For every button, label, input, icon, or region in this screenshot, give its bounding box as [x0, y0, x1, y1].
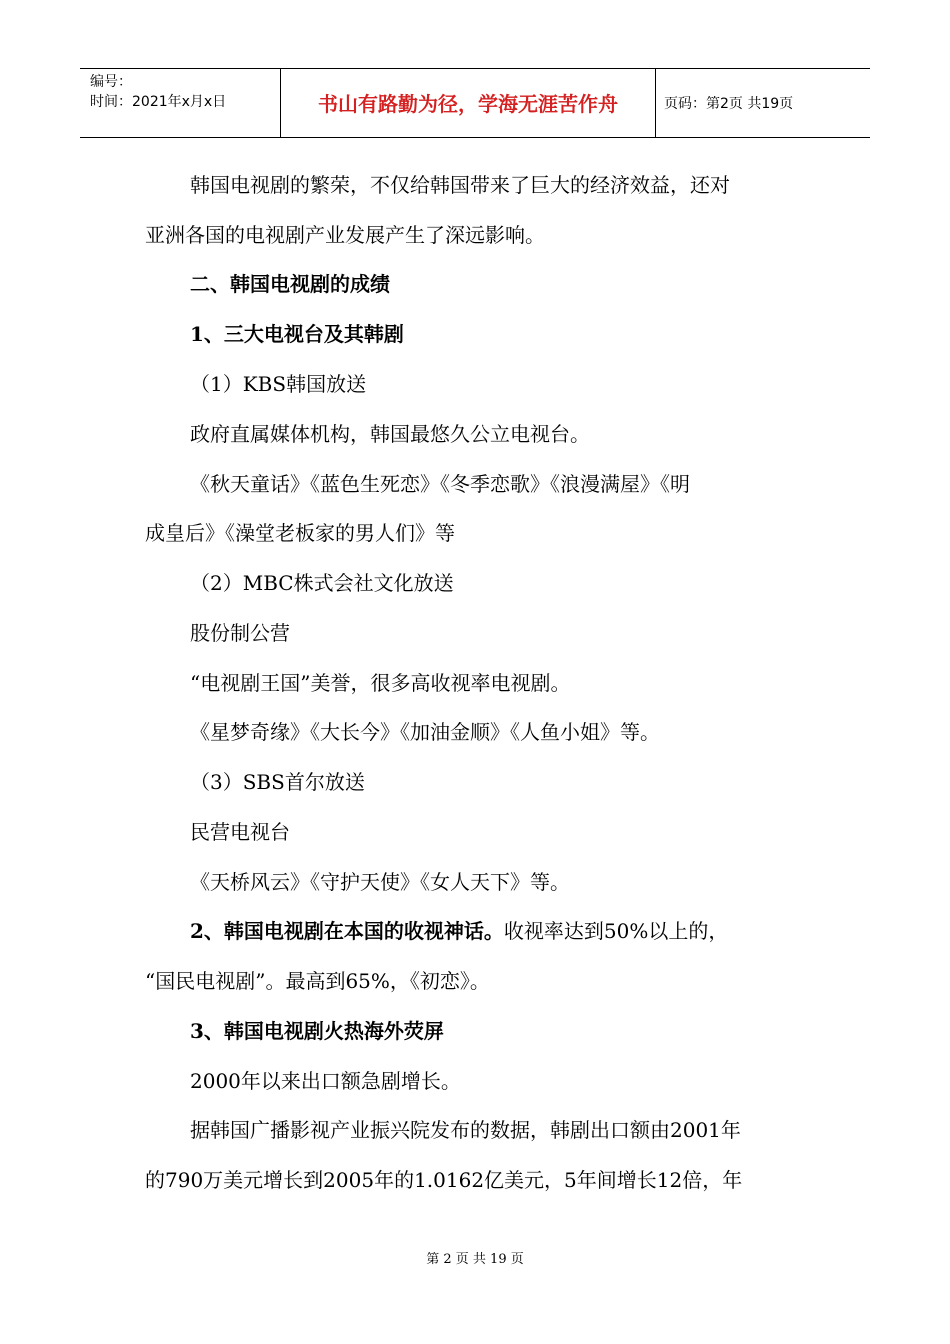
- sbs-description: 民营电视台: [190, 820, 290, 844]
- mbc-description-2: “电视剧王国”美誉，很多高收视率电视剧。: [190, 671, 571, 695]
- header-table: [80, 68, 870, 138]
- subsection-heading-3: 3、韩国电视剧火热海外荧屏: [190, 1019, 444, 1043]
- paragraph-data-line1: 据韩国广播影视产业振兴院发布的数据，韩剧出口额由2001年: [190, 1118, 741, 1142]
- mbc-description-1: 股份制公营: [190, 621, 290, 645]
- sbs-heading: （3）SBS首尔放送: [190, 770, 365, 794]
- subsection-heading-1: 1、三大电视台及其韩剧: [190, 322, 404, 346]
- subsection-heading-2-bold: 2、韩国电视剧在本国的收视神话。: [190, 919, 504, 943]
- page-indicator: 页码：第2页 共19页: [664, 96, 794, 112]
- mbc-heading: （2）MBC株式会社文化放送: [190, 571, 454, 595]
- document-number: 编号：: [90, 74, 132, 90]
- kbs-description: 政府直属媒体机构，韩国最悠久公立电视台。: [190, 422, 590, 446]
- document-date: 时间：2021年x月x日: [90, 94, 227, 110]
- header-center-cell: [280, 69, 656, 137]
- kbs-shows-line2: 成皇后》《澡堂老板家的男人们》等: [145, 521, 455, 545]
- paragraph-intro-line1: 韩国电视剧的繁荣，不仅给韩国带来了巨大的经济效益，还对: [190, 173, 730, 197]
- subsection-heading-2: [190, 918, 728, 944]
- header-right-cell: [656, 69, 870, 137]
- paragraph-national-drama: “国民电视剧”。最高到65%，《初恋》。: [145, 969, 490, 993]
- page-footer: 第 2 页 共 19 页: [426, 1252, 524, 1267]
- paragraph-export-growth: 2000年以来出口额急剧增长。: [190, 1069, 461, 1093]
- header-motto: 书山有路勤为径，学海无涯苦作舟: [318, 92, 618, 116]
- mbc-shows: 《星梦奇缘》《大长今》《加油金顺》《人鱼小姐》等。: [190, 720, 660, 744]
- kbs-shows-line1: 《秋天童话》《蓝色生死恋》《冬季恋歌》《浪漫满屋》《明: [190, 472, 690, 496]
- paragraph-intro-line2: 亚洲各国的电视剧产业发展产生了深远影响。: [145, 223, 545, 247]
- header-left-cell: [80, 69, 280, 137]
- kbs-heading: （1）KBS韩国放送: [190, 372, 367, 396]
- section-heading: 二、韩国电视剧的成绩: [190, 272, 390, 296]
- sbs-shows: 《天桥风云》《守护天使》《女人天下》等。: [190, 870, 570, 894]
- subsection-heading-2-rest: 收视率达到50%以上的，: [503, 919, 729, 943]
- paragraph-data-line2: 的790万美元增长到2005年的1.0162亿美元，5年间增长12倍，年: [145, 1168, 743, 1192]
